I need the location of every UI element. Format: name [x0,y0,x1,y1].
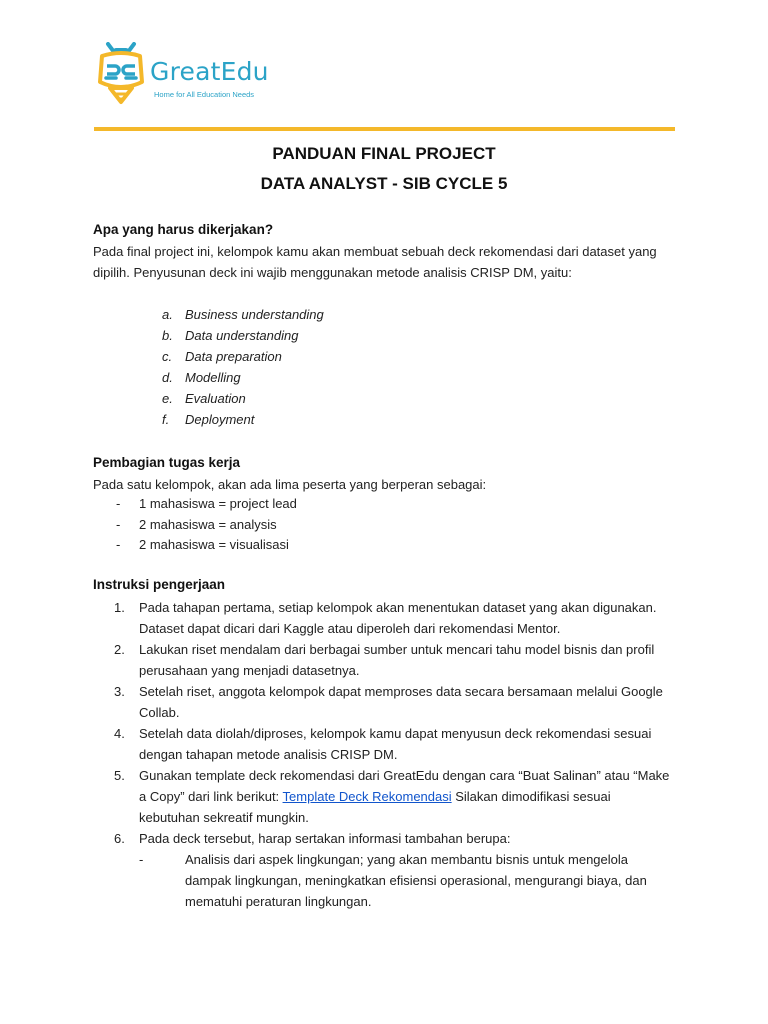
list-item-text: Evaluation [185,391,246,406]
list-item-text: 2 mahasiswa = analysis [139,516,277,532]
template-deck-link[interactable]: Template Deck Rekomendasi [282,789,452,804]
list-item-text: Business understanding [185,307,324,322]
section-heading-tasks: Apa yang harus dikerjakan? [93,222,274,237]
list-item [116,535,297,556]
sub-list [139,849,674,912]
list-item [162,388,324,409]
list-marker: - [116,496,121,511]
list-item [114,828,674,912]
list-marker: b. [162,328,173,343]
document-title: PANDUAN FINAL PROJECT [272,144,496,163]
list-item-text: Pada deck tersebut, harap sertakan informasi tambahan berupa: [139,831,511,846]
list-marker: 2. [114,642,125,657]
list-item [162,304,324,325]
sub-list-item [139,849,674,912]
list-item [162,346,324,367]
list-item-text: Modelling [185,370,241,385]
greatedu-logo [94,42,294,108]
list-item-text: Data understanding [185,328,299,343]
brand-name: GreatEdu [150,57,269,86]
list-marker: f. [162,412,170,427]
list-item [114,765,674,828]
list-marker: e. [162,391,173,406]
list-item-text: Setelah data diolah/diproses, kelompok kamu dapat menyusun deck rekomendasi sesuai dengan tahapan metode analisis CRISP DM. [139,726,652,762]
roles-list [116,494,297,556]
list-item [114,723,674,765]
list-marker: 6. [114,831,125,846]
list-item [116,494,297,515]
list-marker: a. [162,307,173,322]
list-item-text: 1 mahasiswa = project lead [139,496,297,511]
section-heading-instructions: Instruksi pengerjaan [93,577,226,592]
list-item [114,639,674,681]
list-item [162,325,324,346]
list-item [162,367,324,388]
section-heading-roles: Pembagian tugas kerja [93,455,241,470]
list-item-text: Pada tahapan pertama, setiap kelompok akan menentukan dataset yang akan digunakan. Dataset dapat dicari dari Kaggle atau diperoleh dari rekomendasi Mentor. [139,600,657,636]
list-item-text: Data preparation [185,349,282,364]
header-divider [94,127,675,131]
list-marker: 4. [114,726,125,741]
crisp-dm-list [162,304,324,430]
instructions-list [114,597,674,912]
list-item-text: Gunakan template deck rekomendasi dari GreatEdu dengan cara “Buat Salinan” atau “Make a Copy” dari link berikut: [139,768,670,804]
list-marker: - [116,516,121,532]
list-marker: 1. [114,600,125,615]
section-paragraph-tasks: Pada final project ini, kelompok kamu akan membuat sebuah deck rekomendasi dari dataset yang dipilih. Penyusunan deck ini wajib menggunakan metode analisis CRISP DM, yaitu: [93,244,657,280]
list-marker: 5. [114,768,125,783]
sub-list-item-text: Analisis dari aspek lingkungan; yang akan membantu bisnis untuk mengelola dampak lingkungan, meningkatkan efisiensi operasional, mengurangi biaya, dan mematuhi peraturan lingkungan. [185,852,647,909]
list-item [114,597,674,639]
list-item-text: Deployment [185,412,255,427]
list-marker: c. [162,349,173,364]
brand-tagline: Home for All Education Needs [154,90,255,99]
list-marker: 3. [114,684,125,699]
document-subtitle: DATA ANALYST - SIB CYCLE 5 [260,174,508,193]
owl-book-icon [94,42,148,108]
section-paragraph-roles: Pada satu kelompok, akan ada lima peserta yang berperan sebagai: [93,477,487,492]
list-marker: - [139,852,144,867]
list-marker: d. [162,370,173,385]
list-marker: - [116,537,121,552]
list-item-text: 2 mahasiswa = visualisasi [139,537,289,552]
list-item [114,681,674,723]
list-item [116,515,297,536]
list-item [162,409,324,430]
list-item-text: Setelah riset, anggota kelompok dapat memproses data secara bersamaan melalui Google Collab. [139,684,663,720]
list-item-text-continued: Silakan dimodifikasi sesuai kebutuhan sekreatif mungkin. [139,789,611,825]
list-item-text: Lakukan riset mendalam dari berbagai sumber untuk mencari tahu model bisnis dan profil perusahaan yang menjadi datasetnya. [139,642,655,678]
